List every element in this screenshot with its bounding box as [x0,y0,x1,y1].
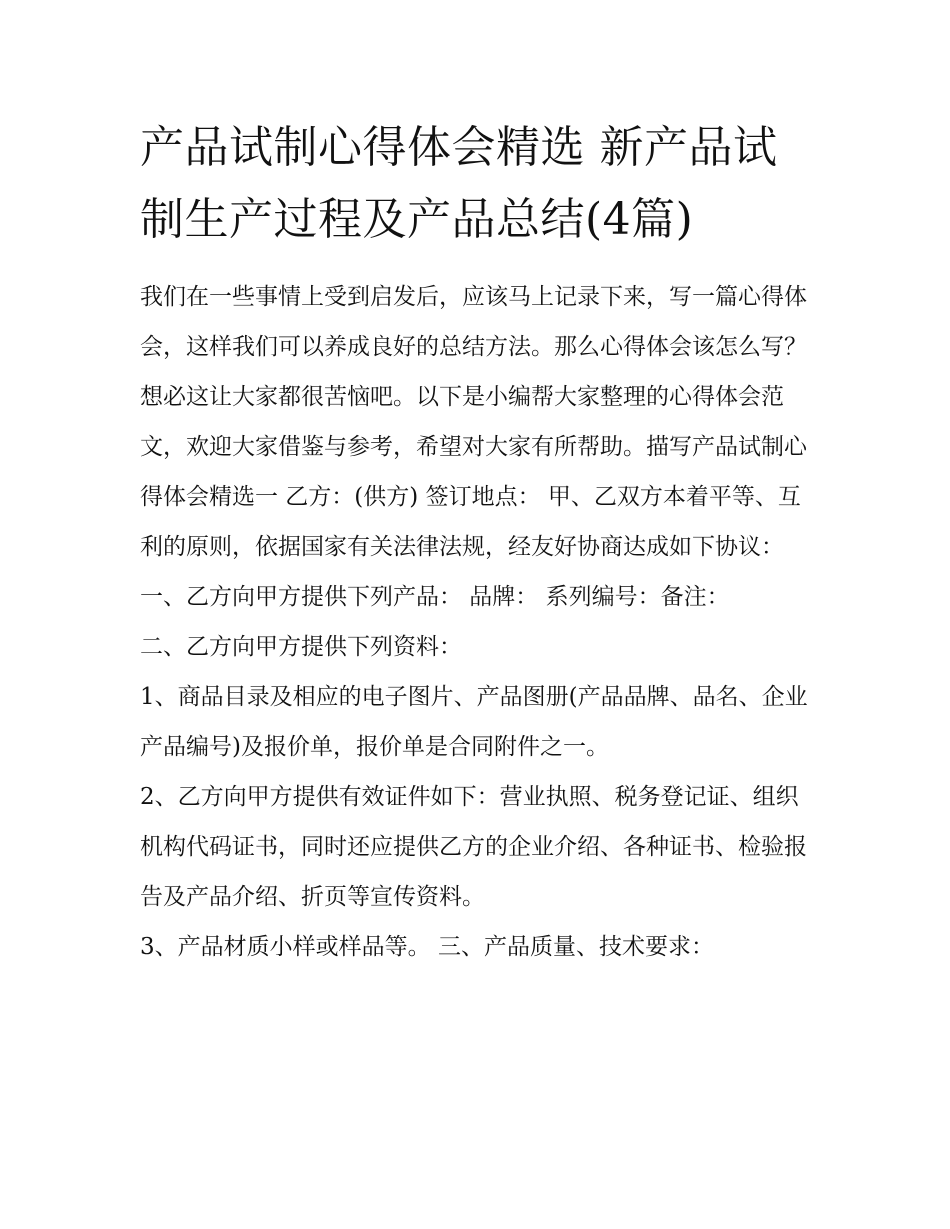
paragraph-intro: 我们在一些事情上受到启发后，应该马上记录下来，写一篇心得体会，这样我们可以养成良好的总结方法。那么心得体会该怎么写？想必这让大家都很苦恼吧。以下是小编帮大家整理的心得体会范文，欢迎大家借鉴与参考，希望对大家有所帮助。描写产品试制心得体会精选一 乙方：(供方) 签订地点： 甲、乙双方本着平等、互利的原则，依据国家有关法律法规，经友好协商达成如下协议： [140,284,807,560]
paragraph-item-1: 1、商品目录及相应的电子图片、产品图册(产品品牌、品名、企业产品编号)及报价单，报价单是合同附件之一。 [140,684,808,760]
document-title: 产品试制心得体会精选 新产品试制生产过程及产品总结(4篇) [140,122,778,245]
document-body [140,272,820,972]
paragraph-section-1: 一、乙方向甲方提供下列产品： 品牌： 系列编号：备注： [140,584,730,610]
paragraph-item-3: 3、产品材质小样或样品等。 三、产品质量、技术要求： [140,934,714,960]
paragraph-item-2: 2、乙方向甲方提供有效证件如下：营业执照、税务登记证、组织机构代码证书，同时还应提供乙方的企业介绍、各种证书、检验报告及产品介绍、折页等宣传资料。 [140,784,807,910]
paragraph-section-2: 二、乙方向甲方提供下列资料： [140,634,462,660]
document-page [140,112,820,972]
